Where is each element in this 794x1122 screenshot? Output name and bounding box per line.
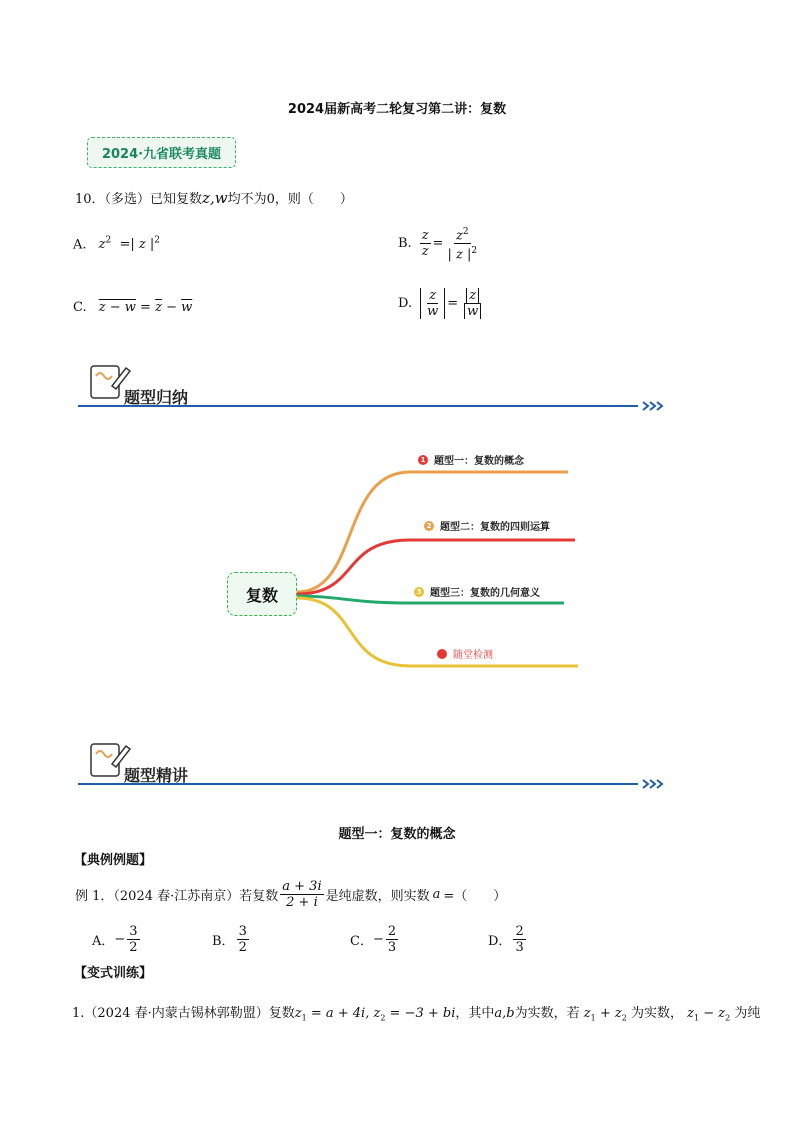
ex1-a-den: 2	[129, 940, 138, 955]
ex1-option-c: C． − $\frac{2}{3}$	[350, 924, 397, 955]
q10-option-a: A. $z^2$ =| z $|^2$	[73, 236, 161, 253]
q10-option-b: B. $\frac{z}{z}$ = $\frac{z^2}{| z |^2}$	[398, 227, 478, 263]
branch-text-4: 随堂检测	[453, 650, 493, 661]
branch-label-1	[418, 452, 524, 467]
var1-mid1: ，其中	[455, 1006, 495, 1021]
branch-marker-4	[437, 649, 447, 659]
section-title-2: 题型精讲	[124, 766, 189, 785]
ex1-option-b	[212, 924, 251, 955]
branch-label-4	[437, 646, 493, 661]
variant-1-stem: 1.（2024 春·内蒙古锡林郭勒盟）复数$z_1 = a + 4i$, $z_2 = -3$ + bi，其中a,b为实数，若 $z_1 + z_2$ 为实数， $z_1 - z_2$ 为纯	[72, 1006, 761, 1023]
branch-text-3: 题型三：复数的几何意义	[430, 588, 540, 599]
page-title: 2024届新高考二轮复习第二讲：复数	[287, 102, 507, 117]
var1-mid3: 为实数，	[630, 1006, 683, 1021]
branch-marker-2: 2	[424, 521, 434, 531]
variant-header: 【变式训练】	[74, 966, 153, 981]
q10-stem-prefix: 10．（多选）已知复数	[75, 192, 203, 207]
ex1-b-num: 3	[238, 924, 247, 939]
ex1-suffix: =（ ）	[443, 889, 507, 904]
branch-marker-3: 3	[414, 587, 424, 597]
ex1-c-den: 3	[387, 940, 397, 955]
q10-option-c: C. $z - w = \overline{z} - \overline{w}$	[73, 300, 193, 315]
branch-marker-1: 1	[418, 455, 428, 465]
q10-option-d: D. $\frac{z}{w}$ = $\frac{z}{w}$	[398, 288, 485, 319]
example-header: 【典例例题】	[74, 853, 153, 868]
q10-option-d-label: D.	[398, 296, 413, 311]
ex1-frac-num: a + 3i	[282, 879, 322, 894]
branch-text-2: 题型二：复数的四则运算	[440, 522, 550, 533]
mindmap-center: 复数	[227, 572, 297, 616]
ex1-frac-den: 2 + i	[286, 895, 318, 910]
branch-label-2	[424, 518, 550, 533]
q10-option-b-label: B.	[398, 236, 412, 252]
section-title-1: 题型归纳	[124, 388, 189, 407]
var1-prefix: 1.（2024 春·内蒙古锡林郭勒盟）复数	[72, 1006, 295, 1021]
ex1-var: a	[432, 887, 441, 902]
branch-label-3	[414, 584, 540, 599]
ex1-c-num: 2	[387, 924, 397, 939]
ex1-b-den: 2	[238, 940, 247, 955]
ex1-option-c-label: C．	[350, 934, 373, 949]
branch-text-1: 题型一：复数的概念	[434, 456, 524, 467]
ex1-option-b-label: B．	[212, 934, 235, 949]
q10-vars: z,w	[202, 189, 228, 207]
q10-stem-suffix: 均不为0，则（ ）	[227, 192, 353, 207]
ex1-prefix: 例 1．（2024 春·江苏南京）若复数	[75, 889, 279, 904]
q10-option-c-label: C.	[73, 300, 87, 315]
var1-ab: a,b	[494, 1006, 515, 1021]
ex1-d-num: 2	[515, 924, 524, 939]
var1-mid2: 为实数，若	[514, 1006, 580, 1021]
ex1-a-num: 3	[129, 924, 138, 939]
var1-suffix: 为纯	[734, 1006, 761, 1021]
source-badge: 2024·九省联考真题	[87, 137, 236, 168]
ex1-mid: 是纯虚数，则实数	[325, 889, 430, 904]
q10-option-a-label: A.	[73, 237, 87, 253]
ex1-option-a: A． − $\frac{3}{2}$	[92, 924, 138, 955]
example-1-stem	[75, 879, 506, 910]
ex1-option-a-label: A．	[92, 934, 115, 949]
ex1-option-d-label: D．	[488, 934, 512, 949]
ex1-option-d	[488, 924, 528, 955]
ex1-d-den: 3	[515, 940, 524, 955]
topic-1-title: 题型一：复数的概念	[338, 827, 456, 842]
